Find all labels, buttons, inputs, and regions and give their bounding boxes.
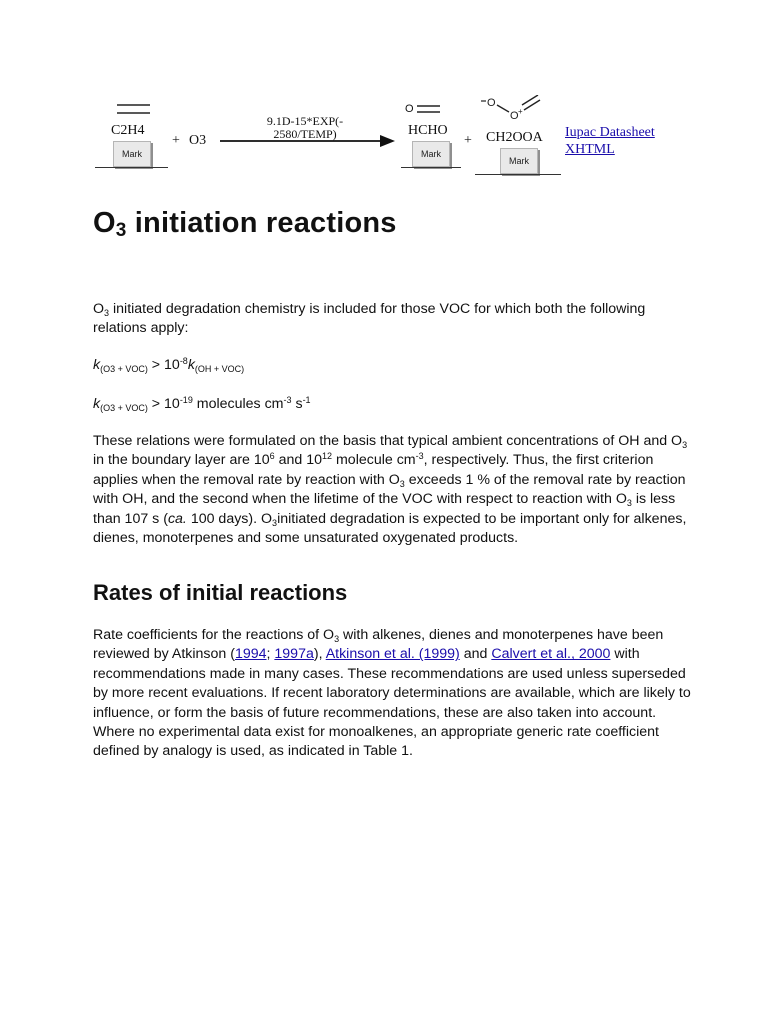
plus-sign: +: [172, 133, 180, 148]
plus-sign: +: [464, 133, 472, 148]
criteria-paragraph: These relations were formulated on the basis that typical ambient concentrations of OH and $O_3$ in the boundary layer are $10^6$ and $10^{12}$ molecule $cm^{-3}$, respectively. Thus, the first criterion applies when the removal rate by reaction with $O_3$ exceeds 1 % of the removal rate by reaction with OH, and the second when the lifetime of the VOC with respect to reaction with $O_3$ is less than 107 s (ca. 100 days). $O_3initiated$ degradation is expected to be important only for alkenes, dienes, monoterpenes and some unsaturated oxygenated products.: [93, 433, 688, 547]
rate-line-2: 2580/TEMP): [273, 127, 337, 141]
double-bond-icon: [117, 103, 151, 115]
rate-line-1: 9.1D-15*EXP(-: [266, 114, 344, 128]
citation-link-1994[interactable]: 1994: [234, 646, 267, 663]
iupac-datasheet-link[interactable]: Iupac Datasheet: [565, 125, 655, 140]
atom-o-plus: O: [510, 110, 519, 122]
citation-link-calvert-2000[interactable]: Calvert et al., 2000: [491, 646, 611, 663]
section-heading-o3-initiation: $O_3$ initiation reactions: [93, 207, 397, 241]
svg-text:+: +: [518, 107, 523, 116]
rates-paragraph: Rate coefficients for the reactions of $O_3$ with alkenes, dienes and monoterpenes have been reviewed by Atkinson (1994; 1997a), Atkinson et al. (1999) and Calvert et al., 2000 with recommendations made in many cases. These recommendations are used unless superseded by more recent evaluations. If recent laboratory determinations are available, which are likely to influence, or form the basis of future recommendations, these are also taken into account. Where no experimental data exist for monoalkenes, an appropriate generic rate coefficient defined by analogy is used, as indicated in Table 1.: [93, 627, 691, 760]
divider-line: [95, 167, 168, 168]
section-heading-rates: Rates of initial reactions: [93, 580, 348, 605]
product-ch2ooa: CH2OOA: [486, 130, 543, 145]
xhtml-link[interactable]: XHTML: [565, 142, 615, 157]
citation-link-atkinson-1999[interactable]: Atkinson et al. (1999): [325, 646, 460, 663]
citation-link-1997a[interactable]: 1997a: [274, 646, 314, 663]
reaction-arrow-icon: [220, 134, 396, 148]
reactant-c2h4: C2H4: [111, 123, 145, 138]
intro-paragraph: $O_3$ initiated degradation chemistry is included for those VOC for which both the following relations apply:: [93, 301, 646, 337]
mark-button-ch2ooa[interactable]: Mark: [500, 148, 538, 174]
divider-line: [475, 174, 561, 175]
mark-button-hcho[interactable]: Mark: [412, 141, 450, 167]
double-bond-icon: [417, 104, 441, 114]
product-hcho: HCHO: [408, 123, 448, 138]
atom-o-minus: O: [487, 97, 496, 109]
mark-button-c2h4[interactable]: Mark: [113, 141, 151, 167]
relation-1: $k_{(O3 + VOC)} > 10^{-8}k_{(OH + VOC)}$: [93, 356, 245, 374]
reactant-o3: O3: [189, 133, 207, 148]
criegee-structure-icon: [478, 95, 548, 125]
relation-2: $k_{(O3 + VOC)} > 10^{-19}$ molecules $cm^{-3}$ $s^{-1}$: [93, 395, 311, 413]
atom-o-label: O: [405, 103, 414, 115]
divider-line: [401, 167, 461, 168]
